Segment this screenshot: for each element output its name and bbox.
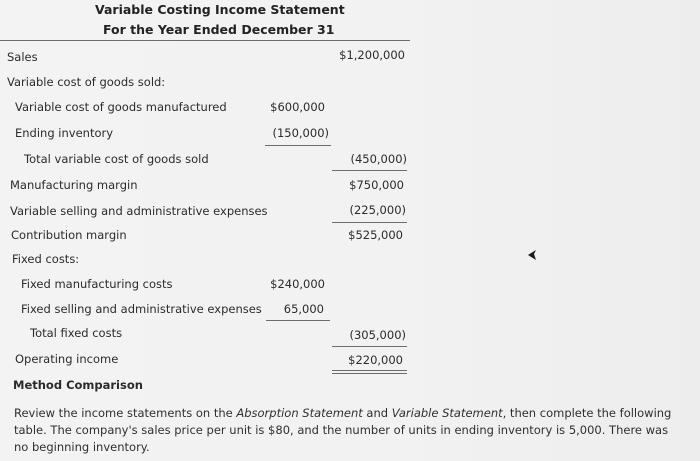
total-vcogs-rule [332, 170, 407, 171]
operating-income-label: Operating income [15, 352, 119, 366]
fixed-costs-header: Fixed costs: [12, 252, 80, 266]
instructions-text-3: , then complete the following table. The company's sales price per unit is $80, and the number of units in ending inventory is 5,000. There was no beginning inventory. [14, 406, 672, 454]
instructions-text-2: and [362, 406, 392, 420]
ending-inventory-rule [265, 145, 331, 146]
statement-title: Variable Costing Income Statement [95, 2, 345, 17]
header-rule [0, 40, 410, 41]
absorption-statement-link[interactable]: Absorption Statement [236, 406, 363, 420]
fixed-selling-admin-rule [266, 320, 330, 321]
ending-inventory-amount: (150,000) [272, 126, 329, 140]
mouse-cursor-icon [527, 249, 537, 261]
operating-income-double-rule [332, 370, 407, 374]
vc-manufactured-amount: $600,000 [270, 100, 325, 114]
total-fixed-rule [332, 346, 407, 347]
instructions-text-1: Review the income statements on the [14, 406, 237, 420]
total-vcogs-total: (450,000) [350, 152, 407, 166]
var-selling-admin-total: (225,000) [349, 203, 406, 217]
method-comparison-heading: Method Comparison [13, 378, 143, 392]
total-fixed-total: (305,000) [349, 328, 406, 342]
mfg-margin-label: Manufacturing margin [10, 178, 138, 192]
total-vcogs-label: Total variable cost of goods sold [24, 152, 209, 166]
fixed-mfg-amount: $240,000 [270, 277, 325, 291]
fixed-selling-admin-label: Fixed selling and administrative expenses [21, 302, 262, 316]
ending-inventory-label: Ending inventory [15, 126, 114, 140]
total-fixed-label: Total fixed costs [30, 326, 123, 340]
instructions-paragraph [14, 405, 684, 456]
mfg-margin-total: $750,000 [349, 178, 404, 192]
var-selling-admin-rule [332, 222, 407, 223]
var-selling-admin-label: Variable selling and administrative expenses [10, 204, 268, 218]
operating-income-total: $220,000 [348, 353, 403, 367]
sales-label: Sales [7, 50, 38, 64]
vcogs-header: Variable cost of goods sold: [7, 75, 166, 89]
statement-subtitle: For the Year Ended December 31 [103, 22, 335, 37]
contribution-margin-total: $525,000 [348, 228, 403, 242]
vc-manufactured-label: Variable cost of goods manufactured [15, 100, 227, 114]
fixed-mfg-label: Fixed manufacturing costs [21, 277, 173, 291]
sales-total: $1,200,000 [339, 48, 405, 62]
contribution-margin-label: Contribution margin [11, 228, 127, 242]
fixed-selling-admin-amount: 65,000 [283, 302, 324, 316]
variable-statement-link[interactable]: Variable Statement [391, 406, 503, 420]
